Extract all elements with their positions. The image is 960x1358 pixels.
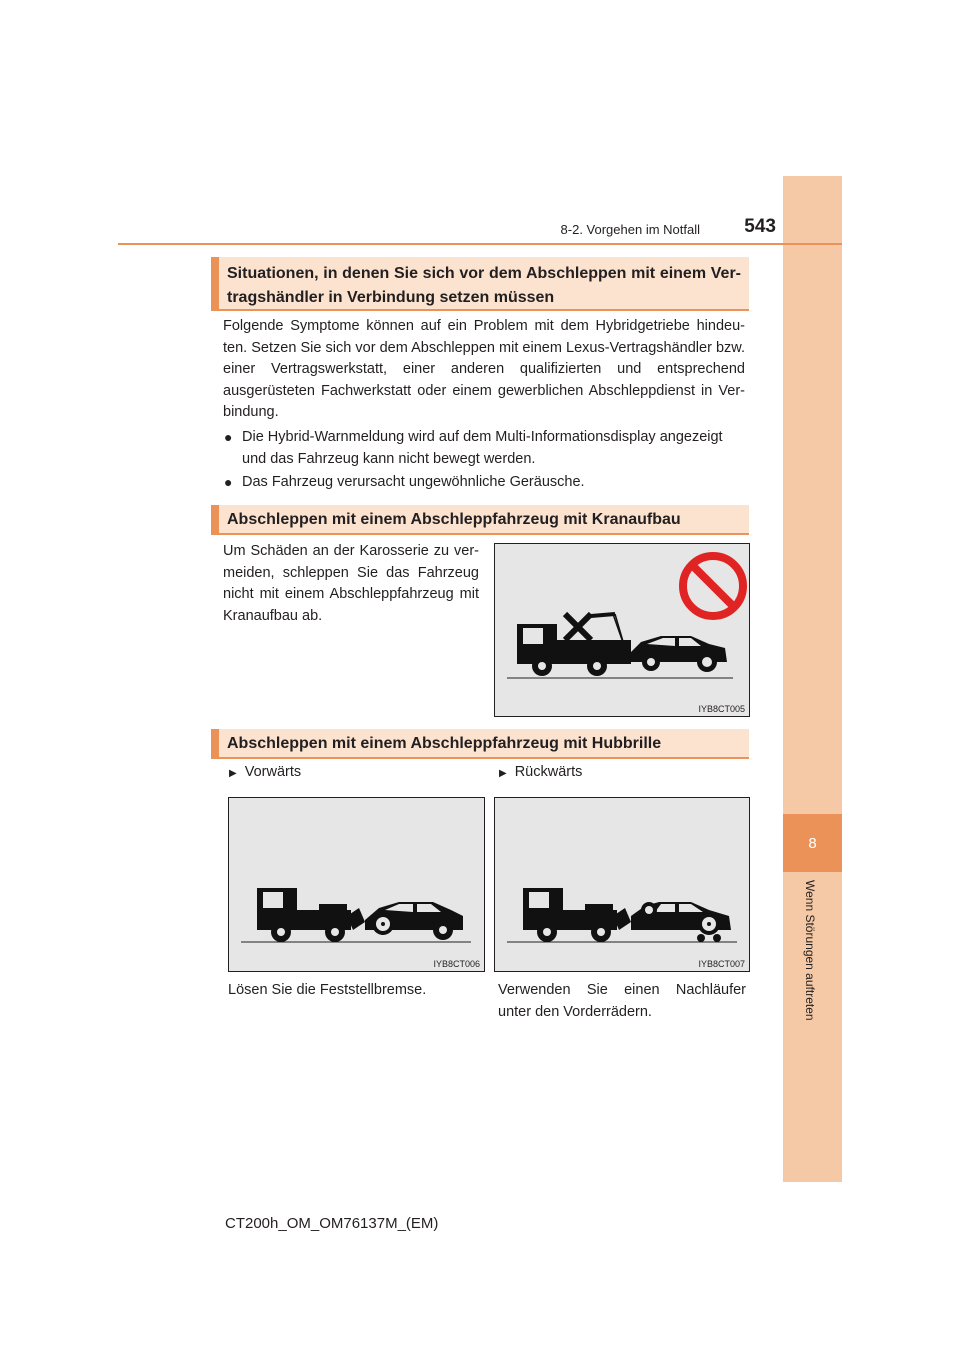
bullet-item bbox=[223, 427, 747, 470]
subheading-forward bbox=[229, 764, 301, 780]
bullet-dot-icon: ● bbox=[224, 429, 233, 445]
bullet-dot-icon: ● bbox=[224, 474, 233, 490]
document-code: CT200h_OM_OM76137M_(EM) bbox=[225, 1215, 439, 1232]
section-heading-line2: tragshändler in Verbindung setzen müssen bbox=[227, 289, 555, 306]
figure-code: IYB8CT005 bbox=[698, 704, 745, 714]
chapter-number: 8 bbox=[808, 834, 817, 852]
header-rule bbox=[118, 243, 842, 245]
caption-forward: Lösen Sie die Feststellbremse. bbox=[228, 982, 427, 998]
section1-paragraph: Folgende Symptome können auf ein Problem mit dem Hybridgetriebe hindeu- ten. Setzen Sie sich vor dem Abschleppen mit einem Lexus-Vertragshändler bzw. einer Vertragswerkstatt, einer anderen qualifizierten und entsprechend ausgerüsteten Fachwerkstatt oder einem gewerblichen Abschleppdienst in Ver- bindung. bbox=[223, 318, 745, 420]
chapter-title: Wenn Störungen auftreten bbox=[803, 880, 817, 1021]
bullet-item bbox=[223, 472, 747, 494]
subheading-forward-label: Vorwärts bbox=[244, 764, 302, 780]
subheading-backward bbox=[499, 764, 582, 780]
crane-tow-illustration bbox=[494, 543, 750, 717]
section-heading-dealer-contact bbox=[211, 257, 749, 311]
chapter-number-badge bbox=[783, 814, 842, 872]
bullet-text: Die Hybrid-Warnmeldung wird auf dem Multi-Informationsdisplay angezeigt und das Fahrzeug kann nicht bewegt werden. bbox=[242, 429, 723, 467]
triangle-right-icon: ▶ bbox=[499, 768, 507, 779]
header-section-title: 8-2. Vorgehen im Notfall bbox=[560, 222, 700, 237]
figure-code: IYB8CT006 bbox=[433, 959, 480, 969]
backward-tow-illustration bbox=[494, 797, 750, 972]
section-heading-wheel-lift bbox=[211, 729, 749, 759]
bullet-text: Das Fahrzeug verursacht ungewöhnliche Geräusche. bbox=[242, 474, 585, 490]
subheading-backward-label: Rückwärts bbox=[514, 764, 583, 780]
section2-paragraph: Um Schäden an der Karosserie zu ver- meiden, schleppen Sie das Fahrzeug nicht mit einem Abschleppfahrzeug mit Kranaufbau ab. bbox=[223, 543, 479, 624]
caption-backward: Verwenden Sie einen Nachläufer unter den Vorderrädern. bbox=[498, 982, 746, 1020]
section-heading-text: Abschleppen mit einem Abschleppfahrzeug mit Kranaufbau bbox=[227, 511, 681, 528]
section-heading-text: Abschleppen mit einem Abschleppfahrzeug mit Hubbrille bbox=[227, 735, 662, 752]
triangle-right-icon: ▶ bbox=[229, 768, 237, 779]
figure-code: IYB8CT007 bbox=[698, 959, 745, 969]
forward-tow-illustration bbox=[228, 797, 485, 972]
page-number: 543 bbox=[744, 216, 776, 237]
section-heading-crane-tow bbox=[211, 505, 749, 535]
chapter-title-vertical bbox=[803, 880, 823, 1080]
section-heading-line1: Situationen, in denen Sie sich vor dem Abschleppen mit einem Ver- bbox=[227, 265, 741, 282]
